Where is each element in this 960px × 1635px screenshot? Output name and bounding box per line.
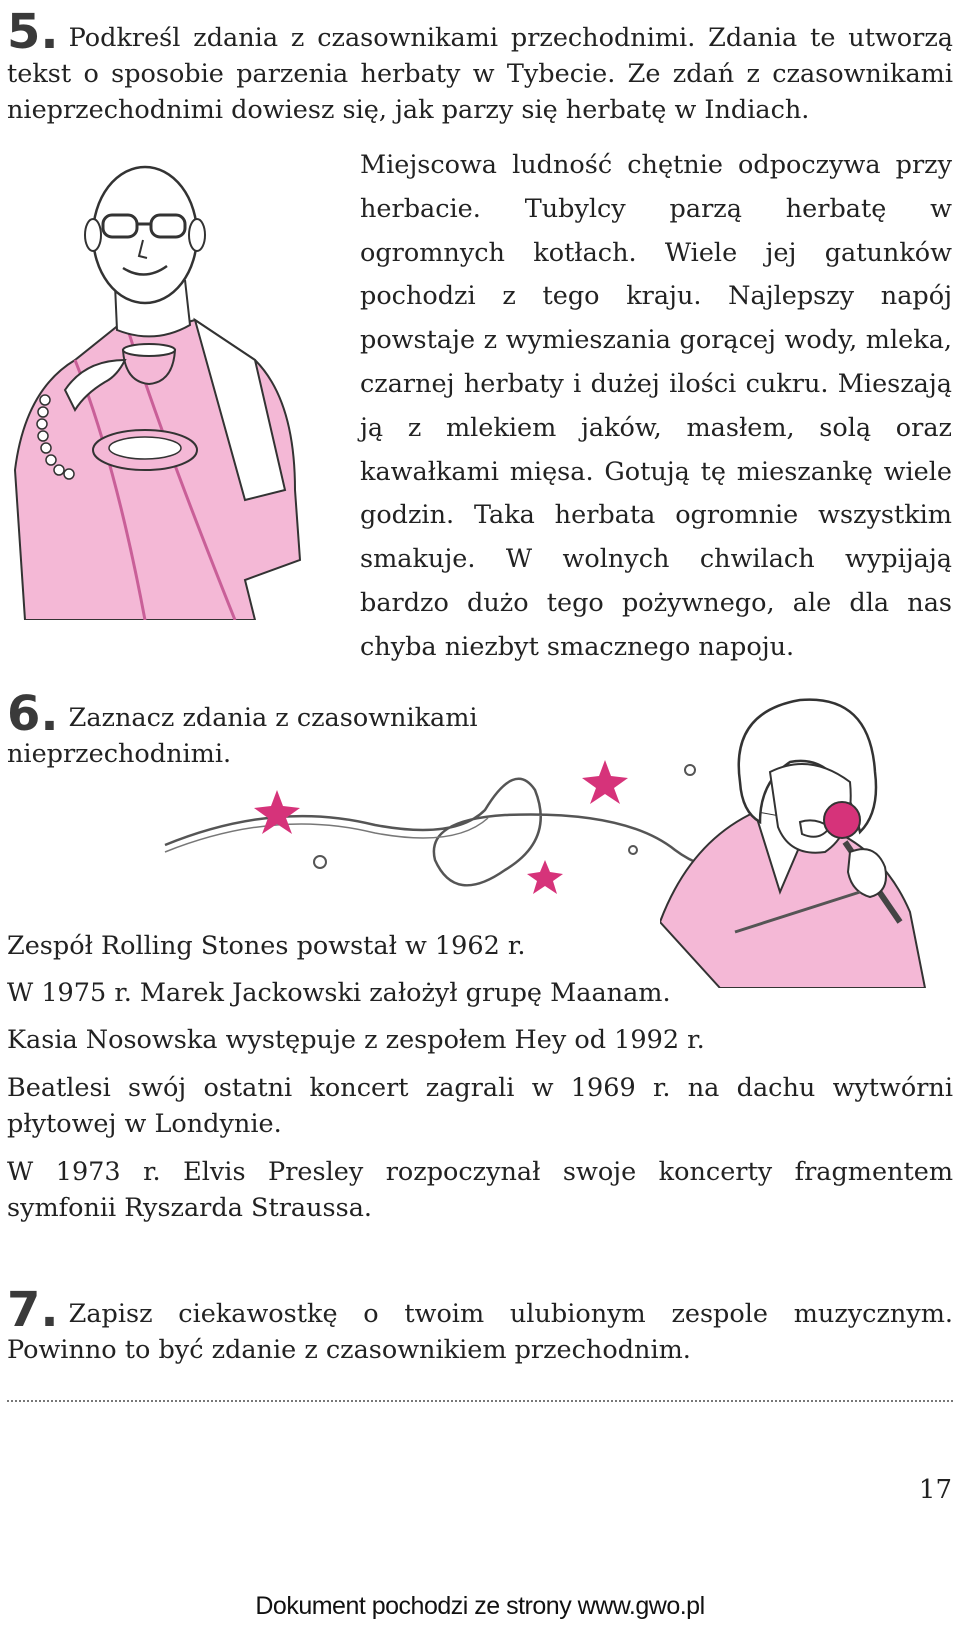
sentence-5: W 1973 r. Elvis Presley rozpoczynał swoje koncerty fragmentem symfonii Ryszarda Straussa. [7,1157,953,1223]
sentence-2: W 1975 r. Marek Jackowski założył grupę Maanam. [7,978,671,1008]
exercise-6-number: 6. [7,686,59,742]
exercise-7-instruction-text: Zapisz ciekawostkę o twoim ulubionym zespole muzycznym. Powinno to być zdanie z czasownikiem przechodnim. [7,1299,953,1365]
tea-paragraph: Miejscowa ludność chętnie odpoczywa przy herbacie. Tubylcy parzą herbatę w ogromnych kotłach. Wiele jej gatunków pochodzi z tego kraju. Najlepszy napój powstaje z wymieszania gorącej wody, mleka, czarnej herbaty i dużej ilości cukru. Mieszają ją z mlekiem jaków, masłem, solą oraz kawałkami mięsa. Gotują tę mieszankę wiele godzin. Taka herbata ogromnie wszystkim smakuje. W wolnych chwilach wypijają bardzo dużo tego pożywnego, ale dla nas chyba niezbyt smacznego napoju. [360,150,952,662]
sentence-4: Beatlesi swój ostatni koncert zagrali w 1969 r. na dachu wytwórni płytowej w Londynie. [7,1073,953,1139]
exercise-7-number: 7. [7,1282,59,1338]
exercise-5-instruction-text: Podkreśl zdania z czasownikami przechodnimi. Zdania te utworzą tekst o sposobie parzenia herbaty w Tybecie. Ze zdań z czasownikami nieprzechodnimi dowiesz się, jak parzy się herbatę w Indiach. [7,23,953,125]
exercise-5-instruction [7,6,953,128]
monk-with-teacup-illustration [5,160,315,620]
sentence-1: Zespół Rolling Stones powstał w 1962 r. [7,931,526,961]
source-footer: Dokument pochodzi ze strony www.gwo.pl [255,1592,705,1620]
exercise-7-instruction [7,1282,953,1368]
sentence-3: Kasia Nosowska występuje z zespołem Hey od 1992 r. [7,1025,705,1055]
exercise-5-number: 5. [7,4,59,60]
page-number: 17 [918,1475,952,1505]
exercise-6-instruction-text: Zaznacz zdania z czasownikami nieprzechodnimi. [7,703,478,769]
answer-dotted-line[interactable] [7,1400,953,1402]
